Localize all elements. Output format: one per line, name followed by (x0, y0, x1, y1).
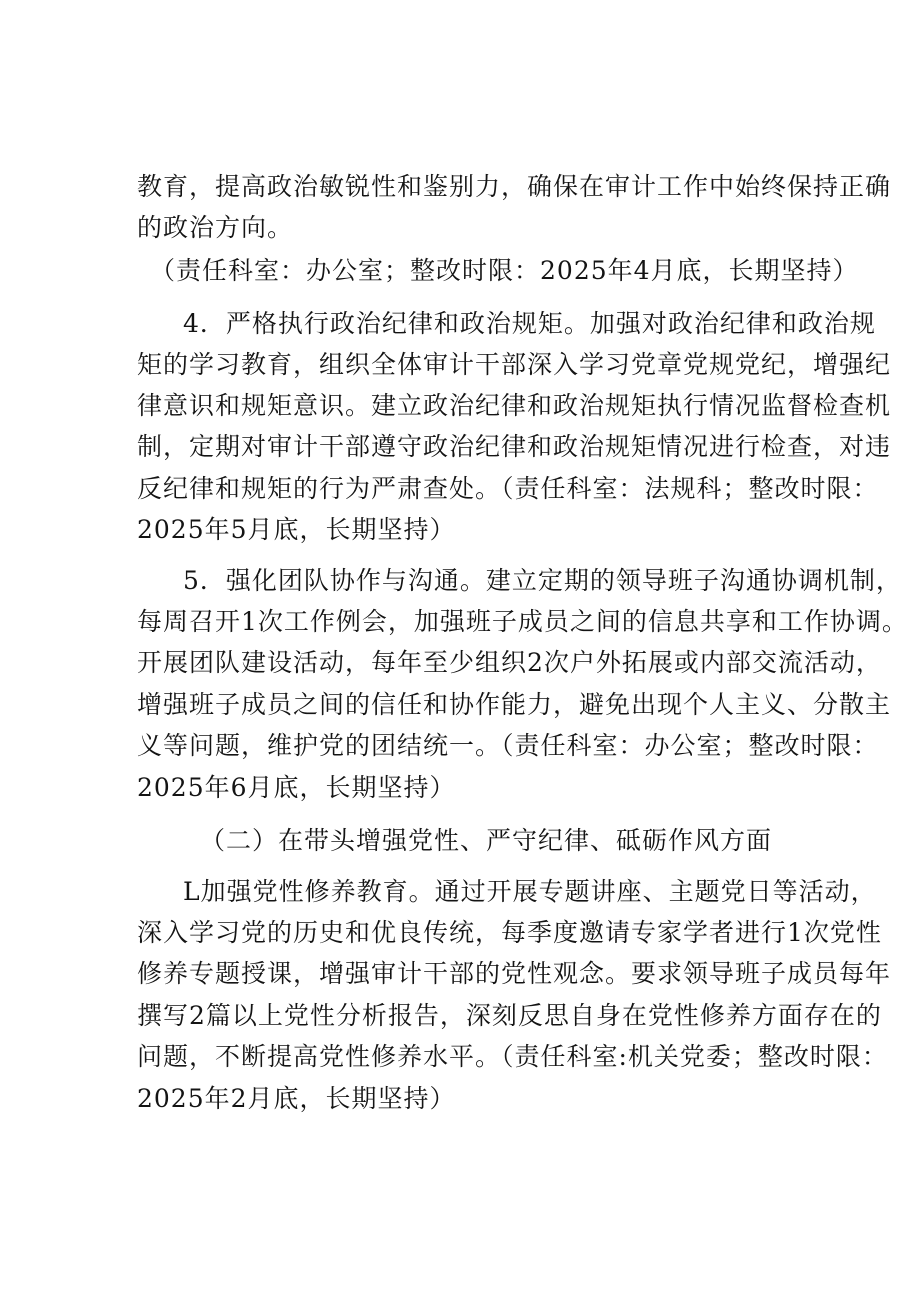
text-line: 修养专题授课，增强审计干部的党性观念。要求领导班子成员每年 (137, 959, 892, 988)
text-line: 义等问题，维护党的团结统一。（责任科室：办公室；整改时限： (137, 731, 879, 760)
text-line: 4．严格执行政治纪律和政治规矩。加强对政治纪律和政治规 (183, 309, 876, 338)
text-line: （责任科室：办公室；整改时限：2025年4月底，长期坚持） (150, 256, 859, 285)
section-heading: （二）在带头增强党性、严守纪律、砥砺作风方面 (200, 826, 773, 855)
text-line: 的政治方向。 (137, 213, 294, 242)
text-line: 制，定期对审计干部遵守政治纪律和政治规矩情况进行检查，对违 (137, 432, 892, 461)
text-line: 增强班子成员之间的信任和协作能力，避免出现个人主义、分散主 (137, 690, 892, 719)
text-line: 每周召开1次工作例会，加强班子成员之间的信息共享和工作协调。 (137, 607, 908, 636)
text-line: 开展团队建设活动，每年至少组织2次户外拓展或内部交流活动， (137, 648, 882, 677)
text-line: 2025年2月底，长期坚持） (137, 1084, 456, 1113)
text-line: 矩的学习教育，组织全体审计干部深入学习党章党规党纪，增强纪 (137, 350, 892, 379)
text-line: 问题，不断提高党性修养水平。（责任科室:机关党委；整改时限： (137, 1042, 888, 1071)
text-line: 深入学习党的历史和优良传统，每季度邀请专家学者进行1次党性 (137, 918, 882, 947)
text-line: L加强党性修养教育。通过开展专题讲座、主题党日等活动， (183, 877, 877, 906)
text-line: 撰写2篇以上党性分析报告，深刻反思自身在党性修养方面存在的 (137, 1001, 882, 1030)
text-line: 2025年6月底，长期坚持） (137, 773, 456, 802)
text-line: 5．强化团队协作与沟通。建立定期的领导班子沟通协调机制， (183, 566, 902, 595)
text-line: 2025年5月底，长期坚持） (137, 515, 456, 544)
text-line: 教育，提高政治敏锐性和鉴别力，确保在审计工作中始终保持正确 (137, 172, 892, 201)
text-line: 律意识和规矩意识。建立政治纪律和政治规矩执行情况监督检查机 (137, 391, 892, 420)
text-line: 反纪律和规矩的行为严肃查处。（责任科室：法规科；整改时限： (137, 474, 879, 503)
